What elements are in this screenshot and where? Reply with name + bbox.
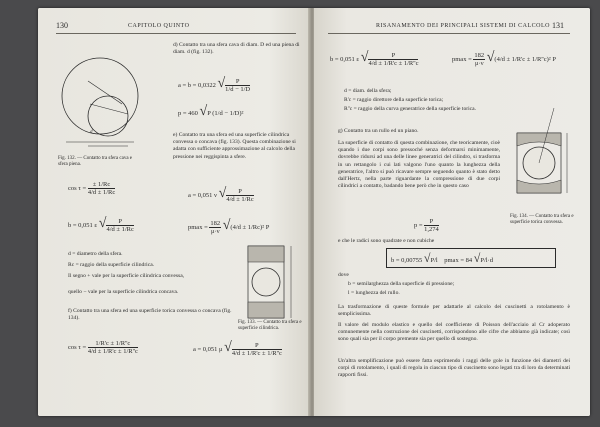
- para-2: e che le radici sono quadrate e non cubiche: [338, 238, 435, 244]
- eq-pmax-row: pmax = $\frac{182}{\mu\cdot\nu}$ √(4/d ± 1/Rc)² P: [188, 218, 270, 236]
- para-3: La trasformazione di queste formule per adattarle al calcolo dei cuscinetti a rotolamento è semplicissima.: [338, 304, 570, 318]
- open-book: [38, 8, 590, 416]
- def-sign-concave: quello − vale per la superficie cilindrica concava.: [68, 289, 179, 295]
- box-b: b = 0,00755: [391, 257, 423, 264]
- fig132-letter-d: d: [90, 130, 93, 135]
- right-def-R1: R'c = raggio direttore della superficie torica;: [344, 97, 444, 103]
- para-5: Un'altra semplificazione può essere fatta esprimendo i raggi delle gole in funzione dei diametri dei corpi di rotolamento, i quali di regola in ciascun tipo di cuscinetto sono legati tra di loro da determinati rapporti fissi.: [338, 358, 570, 379]
- eq-p-num: P: [424, 218, 439, 226]
- left-page: [38, 8, 310, 416]
- box-pmax: pmax = 84: [444, 257, 473, 264]
- eq-p: p =: [414, 221, 423, 229]
- fig134-caption: Fig. 134. — Contatto tra sfera e superficie torica convessa.: [510, 214, 574, 226]
- figure-134-sphere-torus: [509, 108, 574, 208]
- eq-a2: a = 0,051 ν: [188, 192, 217, 199]
- def-R: Rc = raggio della superficie cilindrica.: [68, 262, 155, 268]
- eq-a3-row: a = 0,051 μ √ $\frac{P}{4/d \pm 1/R'c \pm 1/R''c}$: [193, 340, 282, 358]
- def-sign-convex: Il segno + vale per la superficie cilindrica convessa,: [68, 273, 185, 279]
- right-def-d: d = diam. della sfera;: [344, 88, 392, 94]
- right-page: [314, 8, 590, 416]
- eq-b2: b = 0,051 ε: [68, 222, 98, 229]
- eq-b: b = 0,051 ε: [330, 56, 360, 63]
- left-head-rule: [56, 33, 296, 34]
- eq-b2-row: b = 0,051 ε √ $\frac{P}{4/d \pm 1/Rc}$: [68, 216, 134, 234]
- item-d-text: d) Contatto tra una sfera cava di diam. D ed una piena di diam. d (fig. 132).: [173, 42, 300, 56]
- eq-d-p: p = 460: [178, 110, 198, 117]
- item-e-text: e) Contatto tra una sfera ed una superficie cilindrica convessa o concava (fig. 133). Questa combinazione si adatta con sufficiente approssimazione al calcolo della pressione nei reggispinta a sfere.: [173, 132, 296, 160]
- figure-133-sphere-cylinder: [243, 244, 293, 326]
- eq-p-row: [414, 218, 439, 233]
- eq-cos-label: cos τ =: [68, 184, 87, 192]
- eq-a3: a = 0,051 μ: [193, 346, 223, 353]
- eq-cos-row: cos τ = $\frac{\pm 1/Rc}{4/d \pm 1/Rc}$: [68, 181, 116, 196]
- fig132-caption: Fig. 132. — Contatto tra sfera cava e sfera piena.: [58, 156, 133, 168]
- eq-pmax-right: pmax =: [452, 56, 472, 63]
- eq-d-p-body: P (1/d − 1/D)²: [207, 110, 244, 117]
- def-l: l = lunghezza del rullo.: [348, 290, 400, 296]
- eq-d-p-row: p = 460 √P (1/d − 1/D)²: [178, 104, 244, 119]
- eq-cos2: cos τ =: [68, 343, 87, 351]
- eq-d-a-frac: $\frac{P}{1/d - 1/D}$: [225, 78, 251, 94]
- def-d: d = diametro della sfera.: [68, 251, 123, 257]
- right-running-head: RISANAMENTO DEI PRINCIPALI SISTEMI DI CALCOLO: [376, 23, 551, 29]
- eq-b-row: b = 0,051 ε √ $\frac{P}{4/d \pm 1/R'c \pm 1/R''c}$: [330, 50, 419, 68]
- figure-132-spheres: [58, 46, 138, 156]
- fig133-caption: Fig. 133. — Contatto tra sfera e superficie cilindrica.: [238, 320, 302, 332]
- eq-d-a-row: a = b = 0,0322 √ $\frac{P}{1/d - 1/D}$: [178, 76, 251, 94]
- eq-pmax-right-row: pmax = $\frac{182}{\mu\cdot\nu}$ √(4/d ± 1/R'c ± 1/R''c)² P: [452, 50, 556, 68]
- eq-a2-row: a = 0,051 ν √ $\frac{P}{4/d \pm 1/Rc}$: [188, 186, 254, 204]
- left-running-head: CAPITOLO QUINTO: [128, 23, 190, 29]
- item-g-heading: g) Contatto tra un rullo ed un piano.: [338, 128, 419, 134]
- eq-p-den: 1,274: [424, 226, 439, 233]
- right-page-number: 131: [552, 21, 564, 30]
- eq-d-a: a = b = 0,0322: [178, 82, 216, 89]
- para-1: La superficie di contatto di questa combinazione, che teoricamente, cioè quando i due corpi sono pressoché senza deformarsi minimamente, dovrebbe ridursi ad una delle linee generatrici del cilindro, si trasforma in un rettangolo i cui lati valgono l'uno quanto la lunghezza della generatrice, l'altro si può ricavare sempre seguendo quanto è stato detto dall'Hertz, nella parte riguardante la compressione di due corpi cilindrici a contatto, badando bene però che in questo caso: [338, 140, 500, 190]
- right-def-R2: R''c = raggio della curva generatrice della superficie torica.: [344, 106, 477, 112]
- item-f-text: f) Contatto tra una sfera ed una superficie torica convessa o concava (fig. 134).: [68, 308, 232, 322]
- right-head-rule: [328, 33, 570, 34]
- para-4: Il valore del modulo elastico e quello del coefficiente di Poisson dell'acciaio al Cr adoperato comunemente nella costruzione dei cuscinetti, corrispondono alle cifre che abbiamo già indicate; così sono quali sia per il corpo premente sia per quello di sostegno.: [338, 322, 570, 343]
- eq-cos2-row: cos τ = $\frac{1/R'c \pm 1/R''c}{4/d \pm 1/R'c \pm 1/R''c}$: [68, 340, 138, 355]
- formula-box: b = 0,00755 √P/l pmax = 84 √P/l·d: [386, 248, 556, 268]
- def-b: b = semilarghezza della superficie di pressione;: [348, 281, 455, 287]
- eq-pmax-left: pmax =: [188, 224, 208, 231]
- dove-label: dove: [338, 272, 349, 278]
- left-page-number: 130: [56, 21, 68, 30]
